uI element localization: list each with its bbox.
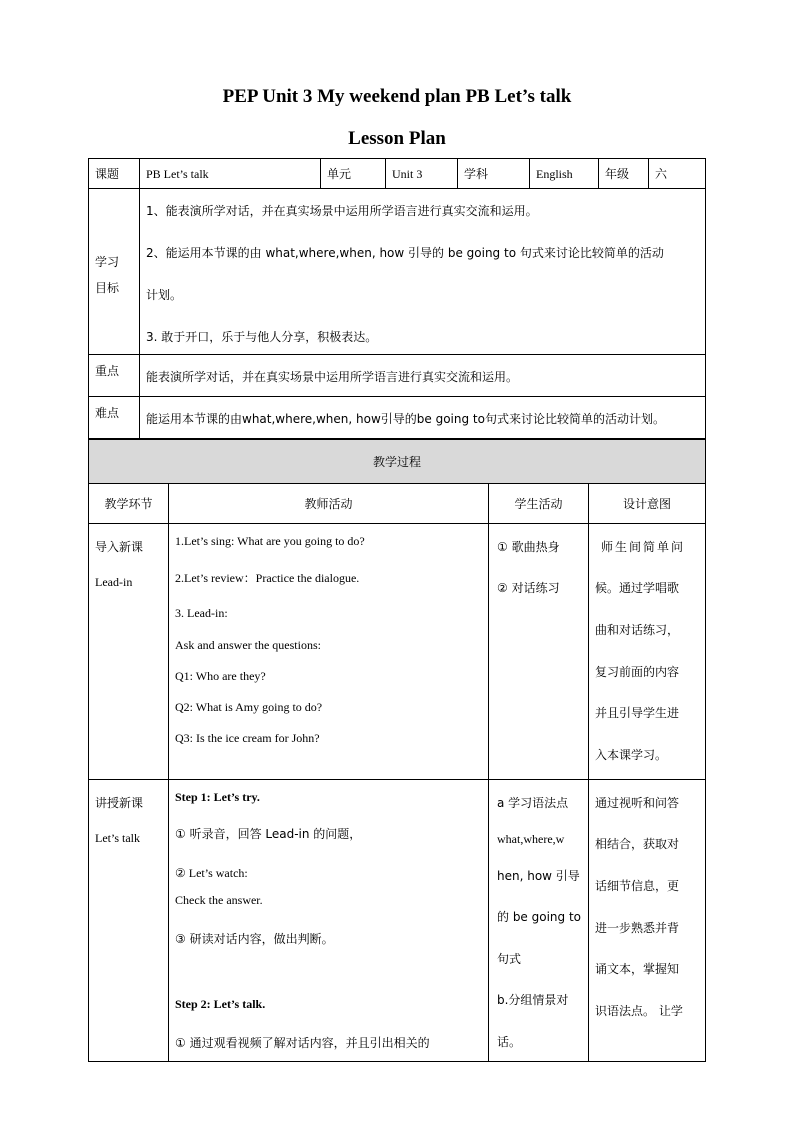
goal-line-3: 3. 敢于开口，乐于与他人分享，积极表达。 (146, 330, 378, 344)
teacher-item: 2.Let’s review：Practice the dialogue. (175, 571, 360, 585)
goals-content-cell (139, 188, 705, 354)
lesson-info-table (88, 158, 706, 439)
student-item: ② 对话练习 (497, 581, 560, 595)
teacher-item: 3. Lead-in: (175, 606, 228, 620)
subject-label-cell: 学科 (457, 159, 529, 188)
col-header-teacher: 教师活动 (168, 483, 488, 523)
teacher-item: Q3: Is the ice cream for John? (175, 731, 320, 745)
new-lesson-student-cell: a 学习语法点 what,where,w hen, how 引导 的 be going to 句式 b.分组情景对 话。 (488, 779, 588, 1062)
teacher-item: Q1: Who are they? (175, 669, 266, 683)
new-lesson-intent-cell: 通过视听和问答 相结合，获取对 话细节信息，更 进一步熟悉并背 诵文本，掌握知 识语法点。 让学 (588, 779, 705, 1062)
lead-in-stage-cell: 导入新课 Lead-in (89, 523, 168, 779)
goal-line-1: 1、能表演所学对话，并在真实场景中运用所学语言进行真实交流和运用。 (146, 204, 538, 218)
grade-value-cell: 六 (648, 159, 705, 188)
lead-in-teacher-cell (168, 523, 488, 779)
grade-label-cell: 年级 (598, 159, 648, 188)
process-header-cell: 教学过程 (89, 439, 705, 483)
col-header-intent: 设计意图 (588, 483, 705, 523)
goal-line-2b: 计划。 (146, 288, 183, 302)
lead-in-intent-cell: 师生间简单问 候。通过学唱歌 曲和对话练习， 复习前面的内容 并且引导学生进 入本课学习。 (588, 523, 705, 779)
teacher-item: Ask and answer the questions: (175, 638, 321, 652)
unit-label-cell: 单元 (320, 159, 385, 188)
lead-in-student-cell (488, 523, 588, 779)
topic-value-cell: PB Let’s talk (139, 159, 320, 188)
student-item: ① 歌曲热身 (497, 540, 560, 554)
subject-value-cell: English (529, 159, 598, 188)
teacher-item: ③ 研读对话内容，做出判断。 (175, 932, 334, 946)
goals-label-cell: 学习 目标 (89, 188, 139, 354)
step-heading: Step 1: Let’s try. (175, 790, 260, 804)
difficult-label-cell: 难点 (89, 396, 139, 438)
key-content-cell: 能表演所学对话，并在真实场景中运用所学语言进行真实交流和运用。 (139, 354, 705, 396)
difficult-content-cell: 能运用本节课的由what,where,when, how引导的be going to句式来讨论比较简单的活动计划。 (139, 396, 705, 438)
document-subtitle: Lesson Plan (348, 128, 446, 149)
new-lesson-stage-cell: 讲授新课 Let’s talk (89, 779, 168, 1062)
col-header-student: 学生活动 (488, 483, 588, 523)
step-heading: Step 2: Let’s talk. (175, 997, 266, 1011)
teacher-item: Check the answer. (175, 893, 263, 907)
unit-value-cell: Unit 3 (385, 159, 457, 188)
teacher-item: 1.Let’s sing: What are you going to do? (175, 534, 365, 548)
teaching-process-table (88, 439, 706, 1062)
new-lesson-teacher-cell (168, 779, 488, 1062)
teacher-item: ① 通过观看视频了解对话内容，并且引出相关的 (175, 1036, 430, 1050)
col-header-stage: 教学环节 (89, 483, 168, 523)
topic-label-cell: 课题 (95, 167, 120, 181)
teacher-item: Q2: What is Amy going to do? (175, 700, 323, 714)
teacher-item: ② Let’s watch: (175, 866, 248, 880)
teacher-item: ① 听录音，回答 Lead-in 的问题， (175, 827, 362, 841)
goal-line-2: 2、能运用本节课的由 what,where,when, how 引导的 be going to 句式来讨论比较简单的活动 (146, 246, 664, 260)
key-label-cell: 重点 (89, 354, 139, 396)
document-title: PEP Unit 3 My weekend plan PB Let’s talk (222, 86, 572, 107)
